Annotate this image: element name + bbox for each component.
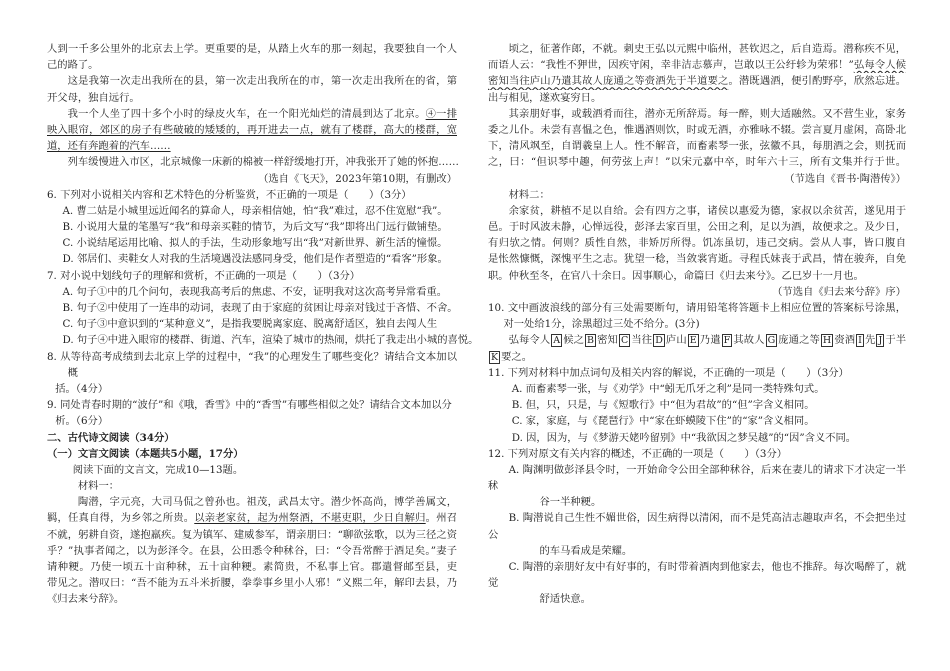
text-segment: 《归去来兮辞》。: [47, 593, 125, 606]
text-line: [47, 122, 457, 138]
text-segment: 己的路了。: [47, 59, 99, 72]
text-segment: A. 曹二姑是小城里远近闻名的算命人，母亲相信她，怕“我”难过，忍不住宽慰“我”。: [62, 204, 448, 217]
text-line: [47, 510, 457, 526]
text-segment: 乃遣: [699, 334, 721, 347]
text-segment: 要之。: [501, 350, 532, 363]
text-line: [488, 349, 906, 365]
text-segment: 庐山: [665, 334, 687, 347]
text-segment: 密知: [597, 334, 618, 347]
text-line: [47, 349, 457, 365]
text-line: [47, 478, 457, 494]
text-line: [488, 543, 906, 559]
text-segment: 材料一：: [77, 480, 120, 493]
text-segment: 这是我第一次走出我所在的县，第一次走出我所在的市，第一次走出我所在的省，第: [67, 75, 457, 88]
text-segment: 人到一千多公里外的北京去上学。更重要的是，从踏上火车的那一刻起，我要独自一个人: [47, 43, 457, 55]
text-segment: C. 家，家庭，与《琵琶行》中“家在虾蟆陵下住”的“家”含义相同。: [511, 415, 815, 428]
text-segment: 觉: [488, 577, 499, 590]
text-segment: 9. 同处青春时期的“波仔”和《哦，香雪》中的“香雪”有哪些相似之处？请结合文本加以分: [47, 399, 452, 412]
text-line: [47, 41, 457, 57]
text-line: [47, 332, 479, 348]
text-segment: 公: [488, 528, 499, 541]
text-segment: 出与相见，遂欢宴穷日。: [488, 91, 602, 104]
text-segment: 8. 从等待高考成绩到去北京上学的过程中，“我”的心理发生了哪些变化？请结合文本加以: [47, 350, 457, 363]
text-line: [47, 57, 457, 73]
text-line: [488, 154, 906, 170]
underlined-text: 映入眼帘，郊区的房子有些破破的矮矮的，再开进去一点，就有了楼群，高大的楼群，宽: [47, 123, 457, 136]
text-segment: （节选自《晋书·陶潜传》）: [784, 172, 906, 185]
answer-option-box: D: [655, 335, 663, 347]
text-line: [47, 430, 457, 446]
text-line: [488, 510, 906, 526]
text-segment: 余家贫，耕植不足以自给。会有四方之事，诸侯以惠爱为德，家叔以余贫苦，遂见用于: [508, 204, 906, 217]
text-segment: B. 但，只，只是，与《短歌行》中“但为君故”的“但”字含义相同。: [511, 399, 815, 412]
answer-option-box: I: [858, 335, 862, 347]
text-segment: 之，曰：“但识琴中趣，何劳弦上声！”以宋元嘉中卒，时年六十三，所有文集并行于世。: [488, 156, 906, 169]
text-line: [47, 381, 457, 397]
text-segment: 二、古代诗文阅读（34分）: [47, 431, 175, 444]
text-line: [488, 187, 906, 203]
text-segment: B. 陶潜说自己生性不媚世俗，因生病得以清闲，而不是凭高洁志趣取声名，不会把坐过: [508, 512, 906, 525]
text-segment: 12. 下列对原文有关内容的概述，不正确的一项是（ ）（3分）: [488, 447, 788, 460]
text-line: [47, 591, 457, 607]
text-segment: 开父母，独自远行。: [47, 91, 140, 104]
text-line: [488, 413, 906, 429]
text-segment: 。州召: [425, 512, 457, 525]
answer-option-box: B: [587, 335, 595, 347]
text-segment: A. 句子①中的几个问句，表现我高考后的焦虑、不安，证明我对这次高考异常看重。: [62, 285, 448, 298]
answer-option-box: F: [723, 335, 731, 347]
text-line: [488, 219, 906, 235]
text-line: [488, 171, 906, 187]
text-line: [47, 219, 457, 235]
text-line: [488, 57, 906, 73]
text-line: [488, 41, 906, 57]
text-line: [488, 446, 906, 462]
text-line: [488, 203, 906, 219]
text-line: [47, 494, 457, 510]
text-line: [47, 527, 457, 543]
text-segment: A. 而畜素琴一张，与《劝学》中“蚓无爪牙之利”是同一类特殊句式。: [511, 382, 825, 395]
text-segment: 而语人云：“我性不狎世，因疾守闲，幸非洁志慕声，岂敢以王公纡轸为荣邪！”: [488, 59, 854, 72]
text-segment: 括。（4分）: [55, 382, 109, 395]
text-line: [47, 413, 457, 429]
text-line: [488, 591, 906, 607]
text-segment: C. 句子③中意识到的“某种意义”，是指我要脱离家庭、脱离舒适区，独自去闯人生: [62, 318, 438, 331]
text-segment: 弘每令人: [508, 334, 551, 347]
text-segment: 带见之。潜叹曰：“吾不能为五斗米折腰，拳拳事乡里小人邪！”义熙二年，解印去县，乃: [47, 577, 457, 590]
text-segment: 是怅然慷慨，深愧平生之志。犹望一稔，当敛裳宵逝。寻程氏妹丧于武昌，情在骏奔，自免: [488, 253, 906, 266]
text-line: [47, 397, 457, 413]
answer-option-box: A: [553, 335, 561, 347]
text-segment: 秫: [488, 480, 499, 493]
text-segment: 的车马看成是荣耀。: [539, 544, 633, 557]
text-segment: 有归欤之情。何则？质性自然，非矫厉所得。饥冻虽切，违己交病。尝从人事，皆口腹自: [488, 237, 906, 250]
left-column: [47, 41, 479, 608]
text-segment: （节选自《归去来兮辞》序）: [772, 285, 906, 298]
text-segment: A. 陶渊明做彭泽县令时，一开始命令公田全部种秫谷，后来在妻儿的请求下才决定一半: [508, 463, 906, 476]
text-segment: B. 小说用大量的笔墨写“我”和母亲买鞋的情节，为后文写“我”即将出门远行做铺垫。: [62, 221, 448, 234]
text-line: [488, 122, 906, 138]
text-line: [488, 365, 906, 381]
text-segment: D. 因，因为，与《梦游天姥吟留别》中“我欲因之梦吴越”的“因”含义不同。: [511, 431, 857, 444]
text-segment: B. 句子②中使用了一连串的动词，表现了由于家庭的贫困让母亲对钱过于吝惜、不舍。: [62, 302, 458, 314]
text-segment: 6. 下列对小说相关内容和艺术特色的分析鉴赏，不正确的一项是（ ）（3分）: [47, 188, 412, 201]
text-segment: 先: [864, 334, 876, 347]
text-line: [47, 575, 457, 591]
wavy-underlined-text: 密知当往庐山乃遣其故人庞通之等赍酒先于半道要之: [488, 75, 729, 88]
text-line: [488, 138, 906, 154]
text-line: [47, 462, 457, 478]
text-segment: C. 陶潜的亲朋好友中有好事的，有时带着酒肉到他家去，他也不推辞。每次喝醉了，就: [508, 561, 906, 573]
text-line: [47, 73, 457, 89]
text-segment: 其亲朋好事，或载酒肴而往，潜亦无所辞焉。每一醉，则大适融然。又不营生业，家务: [508, 107, 906, 120]
text-line: [488, 300, 906, 316]
text-segment: 陶潜，字元亮，大司马侃之曾孙也。祖茂，武昌太守。潜少怀高尚，博学善属文，: [77, 496, 457, 509]
answer-option-box: G: [767, 335, 776, 347]
text-segment: C. 小说结尾运用比喻、拟人的手法，生动形象地写出“我”对新世界、新生活的憧憬。: [62, 237, 448, 250]
text-segment: （一）文言文阅读（本题共5小题，17分）: [47, 447, 244, 460]
text-line: [47, 171, 457, 187]
text-line: [488, 397, 906, 413]
text-line: [47, 316, 457, 332]
text-segment: 阅读下面的文言文，完成10—13题。: [72, 463, 244, 476]
text-line: [47, 543, 457, 559]
text-line: [488, 90, 906, 106]
text-line: [47, 300, 457, 316]
right-column: [488, 41, 906, 608]
text-segment: 委之儿仆。未尝有喜愠之色，惟遇酒则饮，时或无酒，亦雅咏不辍。尝言夏月虚闲，高卧北: [488, 123, 906, 136]
wavy-underlined-text: 弘每令人候: [853, 59, 906, 72]
text-line: [47, 106, 457, 122]
text-line: [47, 559, 457, 575]
answer-option-box: H: [822, 335, 832, 347]
text-line: [488, 430, 906, 446]
text-line: [488, 559, 906, 575]
text-segment: 庞通之等: [778, 334, 820, 347]
text-line: [488, 332, 906, 348]
text-segment: 于半: [885, 334, 906, 347]
text-segment: 其故人: [733, 334, 765, 347]
text-line: [488, 251, 906, 267]
answer-option-box: E: [689, 335, 697, 347]
text-segment: 我一个人坐了四十多个小时的绿皮火车，在一个阳光灿烂的清晨到达了北京。: [67, 107, 426, 120]
text-segment: 羁，任真自得，为乡邻之所贵。: [47, 512, 195, 525]
text-segment: 材料二：: [508, 188, 550, 201]
text-segment: D. 句子④中进入眼帘的楼群、街道、汽车，渲染了城市的热闹，烘托了我走出小城的喜悦。: [62, 334, 479, 347]
text-line: [47, 268, 457, 284]
underlined-text: ④一排: [425, 107, 457, 120]
text-segment: 概: [67, 366, 78, 379]
text-line: [488, 462, 906, 478]
text-segment: 析。（6分）: [55, 415, 109, 428]
text-segment: 10. 文中画波浪线的部分有三处需要断句，请用铅笔将答题卡上相应位置的答案标号涂黑，: [488, 302, 906, 314]
text-line: [47, 284, 457, 300]
answer-option-box: K: [491, 351, 499, 363]
text-segment: 。潜既遇酒，便引酌野亭，欣然忘进。: [728, 75, 906, 88]
text-segment: 乎？”执事者闻之，以为彭泽令。在县，公田悉令种秫谷，曰：“令吾常醉于酒足矣。”妻子: [47, 544, 457, 557]
text-line: [488, 268, 906, 284]
text-line: [488, 575, 906, 591]
text-line: [47, 90, 457, 106]
text-segment: 7. 对小说中划线句子的理解和赏析，不正确的一项是（ ）（3分）: [47, 269, 361, 282]
text-segment: 候之: [563, 334, 585, 347]
text-segment: 邑。于时风波未静，心惮远役，彭泽去家百里，公田之利，足以为酒，故便求之。及少日，: [488, 221, 906, 234]
text-segment: 顷之，征著作郎，不就。刺史王弘以元熙中临州，甚钦迟之，后自造焉。潜称疾不见，: [508, 43, 906, 55]
text-line: [488, 478, 906, 494]
text-segment: 谷一半种粳。: [539, 496, 602, 509]
text-segment: 赍酒: [834, 334, 856, 347]
text-line: [47, 235, 457, 251]
underlined-text: 道，还有奔跑着的汽车……: [47, 140, 171, 153]
text-line: [488, 494, 906, 510]
underlined-text: 以亲老家贫，起为州祭酒，不堪吏职，少日自解归: [194, 512, 426, 525]
text-line: [488, 381, 906, 397]
text-segment: 对一处给1分，涂黑超过三处不给分。(3分): [503, 318, 700, 331]
text-line: [488, 106, 906, 122]
text-line: [47, 154, 457, 170]
text-segment: 舒适快意。: [539, 593, 591, 606]
text-segment: D. 邻居们、卖鞋女人对我的生活境遇没法感同身受，他们是作者塑造的“看客”形象。: [62, 253, 448, 266]
answer-option-box: J: [878, 335, 883, 347]
text-line: [488, 284, 906, 300]
text-line: [47, 138, 457, 154]
text-line: [47, 446, 457, 462]
text-line: [47, 365, 457, 381]
text-line: [488, 527, 906, 543]
text-line: [488, 235, 906, 251]
text-segment: 当往: [631, 334, 653, 347]
text-segment: （选自《飞天》，2023年第10期，有删改）: [258, 172, 457, 185]
text-line: [47, 251, 457, 267]
text-line: [47, 203, 457, 219]
text-line: [47, 187, 457, 203]
text-segment: 列车缓慢进入市区，北京城像一床新的棉被一样舒缓地打开，冲我张开了她的怀抱……: [67, 156, 459, 169]
text-segment: 请种粳。乃使一顷五十亩种秫，五十亩种粳。素简贵，不私事上官。郡遣督邮至县，吏: [47, 561, 457, 573]
text-segment: 11. 下列对材料中加点词句及相关内容的解说，不正确的一项是（ ）（3分）: [488, 366, 849, 379]
text-segment: 职。仲秋至冬，在官八十余日。因事顺心，命篇曰《归去来兮》。乙巳岁十一月也。: [488, 269, 864, 282]
answer-option-box: C: [620, 335, 629, 347]
text-segment: 下，清风飒至，自谓羲皇上人。性不解音，而畜素琴一张，弦徽不具，每朋酒之会，则抚而: [488, 140, 906, 153]
text-line: [488, 73, 906, 89]
text-segment: 不就，躬耕自资，遂抱羸疾。复为镇军、建威参军，谓亲朋曰：“聊欲弦歌，以为三径之资: [47, 528, 457, 541]
text-line: [488, 316, 906, 332]
